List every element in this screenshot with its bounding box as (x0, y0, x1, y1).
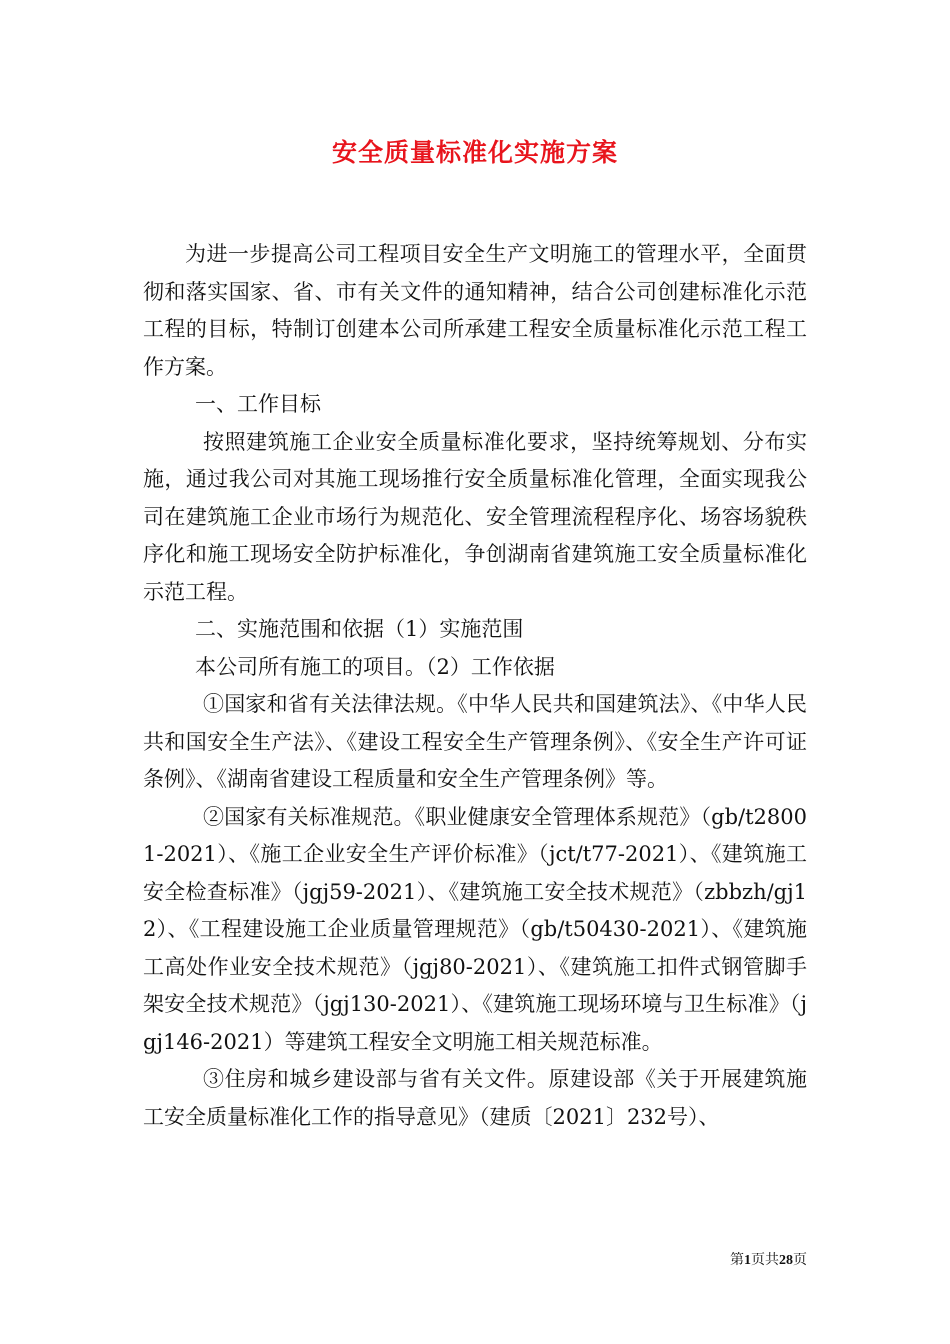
goals-paragraph: 按照建筑施工企业安全质量标准化要求，坚持统筹规划、分布实施，通过我公司对其施工现场推行安全质量标准化管理，全面实现我公司在建筑施工企业市场行为规范化、安全管理流程程序化、场容场貌秩序化和施工现场安全防护标准化，争创湖南省建筑施工安全质量标准化示范工程。 (143, 429, 807, 604)
footer-suffix: 页 (793, 1252, 807, 1268)
footer-middle: 页共 (751, 1252, 779, 1268)
intro-paragraph: 为进一步提高公司工程项目安全生产文明施工的管理水平，全面贯彻和落实国家、省、市有关文件的通知精神，结合公司创建标准化示范工程的目标，特制订创建本公司所承建工程安全质量标准化示范工程工作方案。 (143, 242, 807, 379)
scope-paragraph: 本公司所有施工的项目。（2）工作依据 (195, 654, 555, 679)
footer-prefix: 第 (730, 1252, 744, 1268)
basis-item-documents: ③住房和城乡建设部与省有关文件。原建设部《关于开展建筑施工安全质量标准化工作的指导意见》（建质〔2021〕232号）、 (143, 1067, 807, 1129)
basis-item-standards: ②国家有关标准规范。《职业健康安全管理体系规范》（gb/t28001-2021）、《施工企业安全生产评价标准》（jct/t77-2021）、《建筑施工安全检查标准》（jgj59-2021）、《建筑施工安全技术规范》（zbbzh/gj12）、《工程建设施工企业质量管理规范》（gb/t50430-2021）、《建筑施工高处作业安全技术规范》（jgj80-2021）、《建筑施工扣件式钢管脚手架安全技术规范》（jgj130-2021）、《建筑施工现场环境与卫生标准》（jgj146-2021）等建筑工程安全文明施工相关规范标准。 (143, 804, 807, 1054)
basis-item-laws: ①国家和省有关法律法规。《中华人民共和国建筑法》、《中华人民共和国安全生产法》、《建设工程安全生产管理条例》、《安全生产许可证条例》、《湖南省建设工程质量和安全生产管理条例》等。 (143, 692, 807, 791)
section-heading-scope: 二、实施范围和依据（1）实施范围 (195, 617, 524, 641)
footer-total-pages: 28 (779, 1253, 793, 1268)
section-heading-goals: 一、工作目标 (195, 392, 321, 416)
page-footer (0, 1249, 950, 1269)
document-title: 安全质量标准化实施方案 (331, 138, 618, 167)
footer-page-number: 1 (744, 1253, 751, 1268)
document-body (143, 236, 807, 1136)
